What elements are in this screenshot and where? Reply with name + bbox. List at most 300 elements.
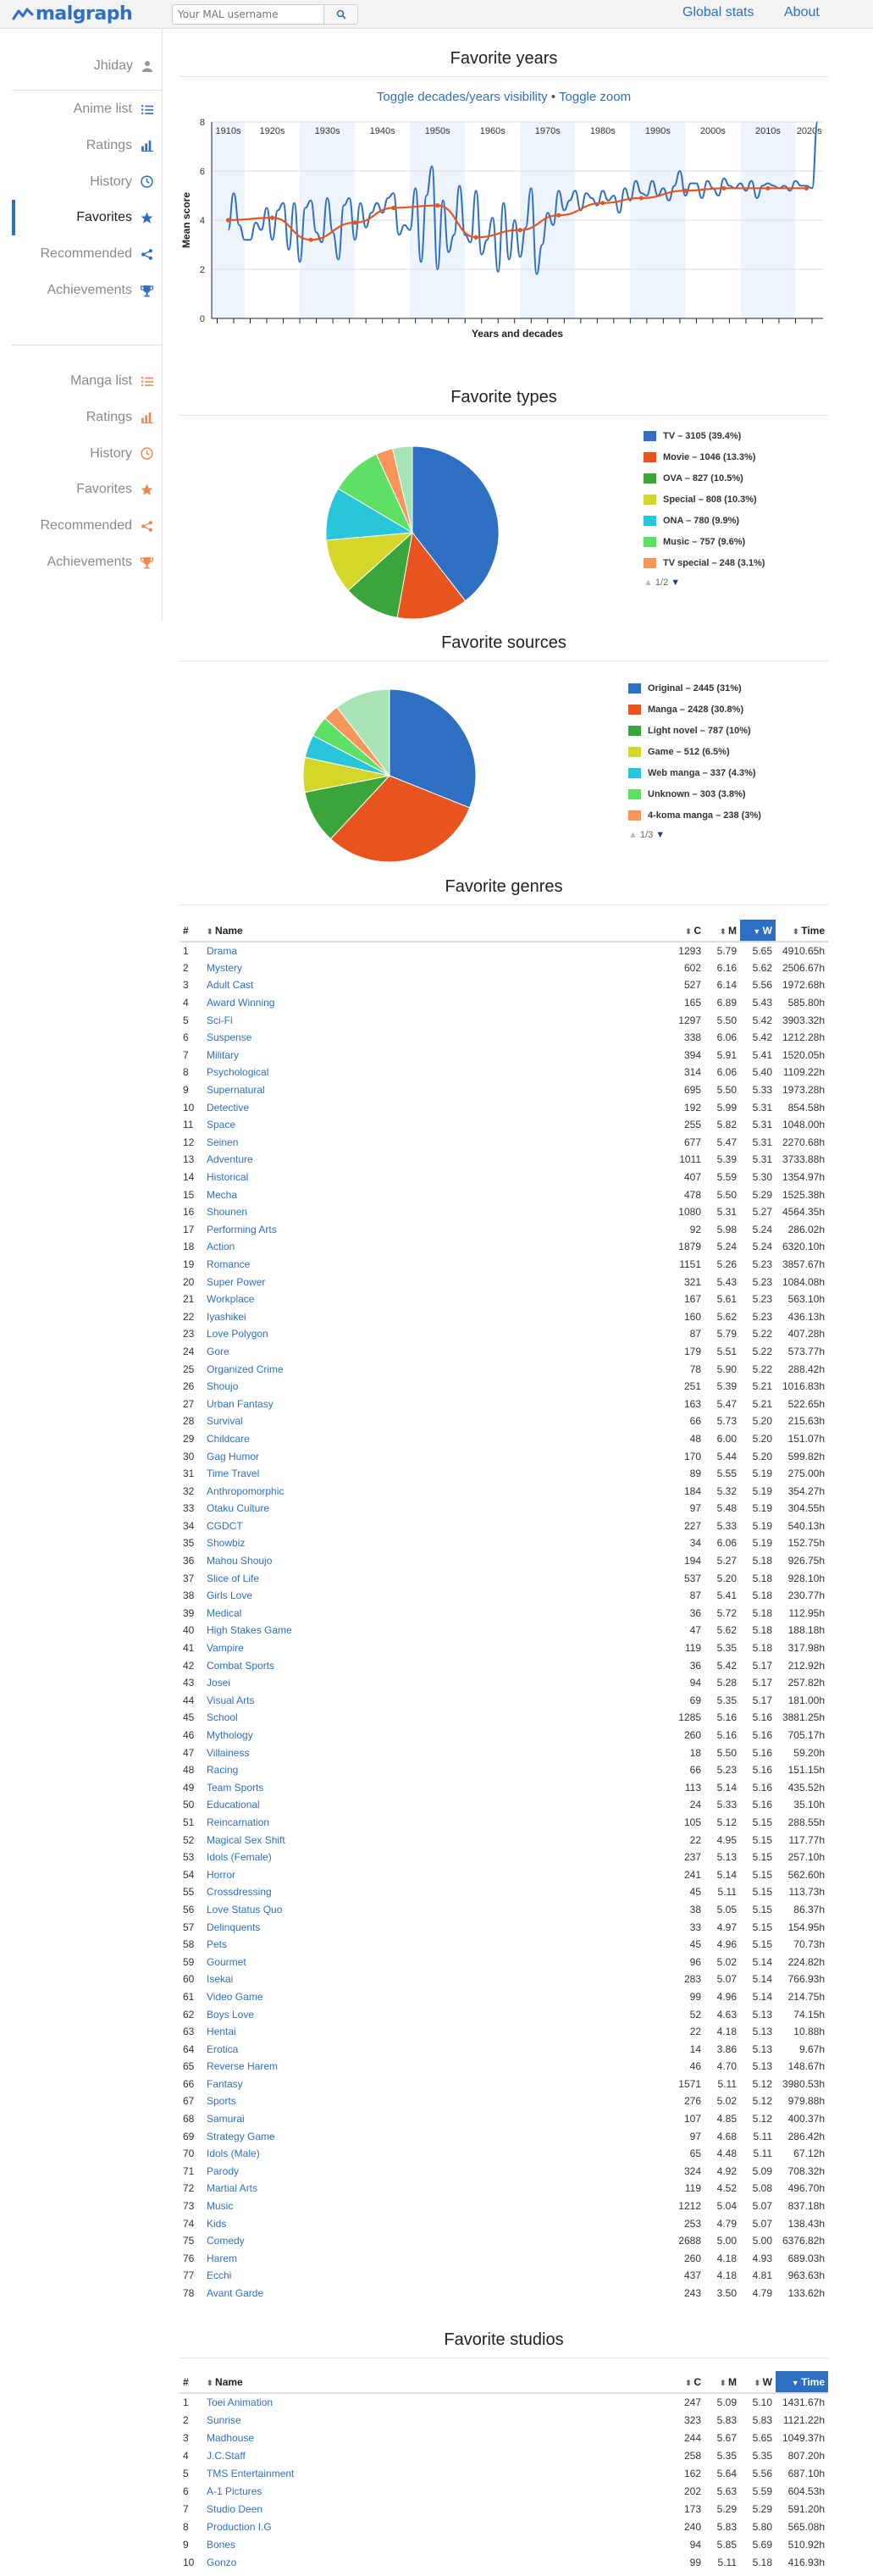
row-name-link[interactable]: High Stakes Game [207, 1624, 292, 1637]
row-count: 107 [683, 2113, 701, 2125]
legend-item[interactable] [628, 783, 761, 804]
legend-swatch [644, 452, 656, 462]
row-name-link[interactable]: Erotica [207, 2043, 239, 2055]
decade-label: 2020s [796, 126, 822, 136]
row-rank: 26 [183, 1380, 195, 1393]
row-weighted: 5.15 [752, 1816, 772, 1828]
row-name-link[interactable]: Magical Sex Shift [207, 1833, 285, 1846]
legend-item[interactable] [628, 804, 761, 826]
row-name-link[interactable]: Suspense [207, 1031, 252, 1044]
row-time: 562.60h [787, 1868, 825, 1881]
row-name-link[interactable]: Fantasy [207, 2077, 243, 2090]
sort-icon: ⬍ [793, 926, 802, 936]
row-count: 1011 [679, 1153, 701, 1166]
global-stats-link[interactable]: Global stats [682, 5, 754, 19]
row-rank: 31 [183, 1468, 195, 1480]
row-name-link[interactable]: Historical [207, 1171, 249, 1184]
user-name[interactable] [94, 48, 153, 84]
row-weighted: 5.16 [752, 1764, 772, 1777]
trend-point[interactable] [600, 201, 605, 205]
row-count: 314 [683, 1066, 701, 1079]
header-label: M [728, 924, 737, 937]
row-weighted: 5.17 [752, 1694, 772, 1706]
row-name-link[interactable]: Adult Cast [207, 979, 254, 992]
legend-item[interactable] [628, 699, 761, 720]
row-mean: 4.18 [716, 2269, 737, 2282]
row-name-link[interactable]: Harem [207, 2252, 238, 2264]
row-name-link[interactable]: Detective [207, 1101, 250, 1114]
row-name-link[interactable]: Video Game [207, 1990, 263, 2003]
row-mean: 5.85 [716, 2538, 737, 2551]
trend-point[interactable] [474, 235, 478, 240]
legend-item[interactable] [628, 720, 761, 741]
legend-item[interactable] [644, 425, 765, 446]
row-name-link[interactable]: Vampire [207, 1642, 244, 1655]
legend-item[interactable] [628, 677, 761, 699]
row-time: 522.65h [787, 1397, 825, 1410]
row-name-link[interactable]: Parody [207, 2164, 240, 2177]
row-count: 1879 [678, 1241, 701, 1253]
table-row [180, 1831, 828, 1849]
row-weighted: 5.23 [752, 1275, 772, 1288]
trend-point[interactable] [308, 238, 312, 242]
sidebar-item-anime-ratings[interactable] [86, 128, 153, 163]
row-count: 119 [684, 2182, 701, 2195]
row-mean: 5.02 [716, 2095, 737, 2108]
row-name-link[interactable]: Boys Love [207, 2008, 255, 2020]
table-row [180, 1064, 828, 1081]
sidebar-item-manga-history[interactable] [90, 436, 153, 472]
row-time: 6376.82h [782, 2235, 825, 2247]
header-label: C [693, 2375, 701, 2388]
toggle-zoom-link[interactable]: Toggle zoom [559, 90, 632, 104]
row-mean: 5.27 [716, 1555, 737, 1567]
row-name-link[interactable]: Team Sports [207, 1781, 264, 1794]
row-name-link[interactable]: Ecchi [207, 2269, 232, 2282]
row-rank: 67 [183, 2095, 195, 2108]
row-rank: 70 [183, 2148, 195, 2160]
legend-swatch [628, 768, 641, 778]
table-row [180, 1656, 828, 1674]
row-rank: 11 [183, 1119, 194, 1131]
row-name-link[interactable]: Mystery [207, 961, 242, 974]
row-weighted: 5.15 [752, 1851, 772, 1864]
row-name-link[interactable]: Slice of Life [207, 1572, 260, 1584]
table-row [180, 1203, 828, 1221]
row-mean: 5.29 [716, 2502, 737, 2515]
row-name-link[interactable]: Kids [207, 2217, 227, 2230]
legend-item[interactable] [644, 489, 765, 510]
column-header-c[interactable] [669, 920, 704, 942]
row-count: 89 [689, 1468, 701, 1480]
row-count: 162 [683, 2467, 701, 2479]
row-weighted: 5.19 [752, 1484, 772, 1497]
row-weighted: 5.12 [752, 2095, 772, 2108]
row-name-link[interactable]: Martial Arts [207, 2182, 258, 2195]
row-name-link[interactable]: Madhouse [207, 2431, 255, 2444]
legend-item[interactable] [644, 510, 765, 531]
table-row [180, 1307, 828, 1325]
row-mean: 6.16 [716, 961, 737, 974]
trend-point[interactable] [804, 186, 809, 191]
search-button[interactable] [324, 4, 358, 25]
row-mean: 5.33 [716, 1799, 737, 1811]
row-time: 286.42h [787, 2130, 825, 2142]
row-name-link[interactable]: Gore [207, 1345, 229, 1357]
column-header-time[interactable] [776, 2371, 828, 2393]
column-header-m[interactable] [704, 2371, 740, 2393]
row-name-link[interactable]: Sunrise [207, 2413, 241, 2426]
legend-label: ONA – 780 (9.9%) [663, 515, 740, 526]
sidebar-item-label: Favorites [76, 482, 132, 497]
logo-icon [12, 5, 34, 24]
row-weighted: 5.16 [752, 1729, 772, 1742]
row-count: 170 [683, 1450, 701, 1462]
row-name-link[interactable]: Super Power [207, 1275, 266, 1288]
row-time: 59.20h [793, 1746, 825, 1759]
sidebar-item-anime-anime-list[interactable] [74, 91, 153, 127]
row-count: 97 [689, 2130, 701, 2142]
row-name-link[interactable]: Sci-Fi [207, 1014, 233, 1026]
row-weighted: 5.13 [752, 2060, 772, 2073]
row-name-link[interactable]: Love Status Quo [207, 1903, 283, 1915]
column-header-rank [180, 2371, 203, 2393]
legend-item[interactable] [644, 467, 765, 489]
row-name-link[interactable]: Visual Arts [207, 1694, 255, 1706]
row-name-link[interactable]: Childcare [207, 1432, 250, 1445]
row-rank: 13 [183, 1153, 195, 1166]
row-weighted: 5.56 [752, 979, 772, 992]
row-count: 179 [683, 1345, 701, 1357]
row-rank: 42 [183, 1659, 195, 1672]
logo[interactable] [12, 3, 132, 25]
trend-point[interactable] [435, 203, 439, 207]
row-count: 258 [683, 2449, 701, 2462]
row-time: 540.13h [787, 1519, 825, 1532]
row-name-link[interactable]: Music [207, 2200, 234, 2213]
table-row [180, 2076, 828, 2093]
row-name-link[interactable]: Mythology [207, 1729, 253, 1742]
table-row [180, 2553, 828, 2571]
row-name-link[interactable]: Iyashikei [207, 1310, 246, 1323]
row-mean: 5.50 [716, 1014, 737, 1026]
pager-label: 1/2 [655, 578, 669, 588]
trend-point[interactable] [270, 216, 274, 220]
years-line-chart[interactable] [180, 113, 828, 368]
row-name-link[interactable]: Strategy Game [207, 2130, 275, 2142]
column-header-c[interactable] [669, 2371, 704, 2393]
row-count: 194 [683, 1555, 701, 1567]
sources-pie-chart[interactable] [298, 671, 518, 874]
pager-prev-icon[interactable]: ▲ [644, 578, 653, 588]
about-link[interactable]: About [784, 5, 820, 19]
row-rank: 22 [183, 1310, 195, 1323]
pager-next-icon[interactable]: ▼ [671, 578, 681, 588]
row-name-link[interactable]: Comedy [207, 2235, 245, 2247]
legend-swatch [628, 683, 641, 694]
trend-point[interactable] [518, 228, 522, 232]
row-name-link[interactable]: School [207, 1711, 238, 1724]
row-weighted: 5.17 [752, 1659, 772, 1672]
row-rank: 68 [183, 2113, 195, 2125]
row-count: 602 [683, 961, 701, 974]
table-row [180, 2145, 828, 2163]
sidebar-item-manga-achievements[interactable] [47, 544, 154, 580]
row-time: 435.52h [787, 1781, 825, 1794]
row-name-link[interactable]: Anthropomorphic [207, 1484, 285, 1497]
row-name-link[interactable]: Drama [207, 944, 238, 957]
row-time: 563.10h [787, 1293, 825, 1306]
row-weighted: 5.80 [752, 2520, 772, 2533]
row-time: 416.93h [787, 2556, 825, 2568]
sidebar-item-label: Anime list [73, 102, 132, 116]
row-mean: 5.35 [716, 1642, 737, 1655]
row-name-link[interactable]: Villainess [207, 1746, 250, 1759]
legend-item[interactable] [644, 552, 765, 573]
row-time: 4564.35h [782, 1206, 825, 1219]
row-name-link[interactable]: Love Polygon [207, 1328, 268, 1341]
column-header-time[interactable] [776, 920, 828, 942]
share-icon [141, 248, 153, 261]
table-row [180, 1779, 828, 1797]
row-name-link[interactable]: Space [207, 1119, 236, 1131]
row-count: 99 [689, 1990, 701, 2003]
row-name-link[interactable]: Romance [207, 1258, 251, 1270]
row-rank: 76 [183, 2252, 195, 2264]
row-name-link[interactable]: Educational [207, 1799, 260, 1811]
row-name-link[interactable]: Toei Animation [207, 2396, 274, 2408]
row-weighted: 5.15 [752, 1833, 772, 1846]
row-mean: 5.61 [716, 1293, 737, 1306]
row-time: 9.67h [798, 2043, 825, 2055]
row-name-link[interactable]: Otaku Culture [207, 1502, 270, 1515]
trend-point[interactable] [639, 196, 644, 200]
row-weighted: 5.00 [752, 2235, 772, 2247]
row-weighted: 5.83 [752, 2413, 772, 2426]
row-weighted: 5.56 [752, 2467, 772, 2479]
row-rank: 72 [183, 2182, 195, 2195]
legend-item[interactable] [644, 531, 765, 552]
row-name-link[interactable]: Samurai [207, 2113, 245, 2125]
row-rank: 14 [183, 1171, 195, 1184]
row-name-link[interactable]: Reverse Harem [207, 2060, 279, 2073]
row-name-link[interactable]: Action [207, 1241, 235, 1253]
sidebar-item-manga-manga-list[interactable] [70, 363, 153, 399]
row-name-link[interactable]: Reincarnation [207, 1816, 270, 1828]
trend-point[interactable] [765, 186, 770, 191]
row-rank: 7 [183, 1048, 189, 1061]
table-row [180, 1273, 828, 1291]
row-name-link[interactable]: Award Winning [207, 997, 275, 1009]
row-name-link[interactable]: Isekai [207, 1973, 234, 1986]
row-name-link[interactable]: Idols (Male) [207, 2148, 260, 2160]
row-name-link[interactable]: Girls Love [207, 1589, 253, 1602]
row-mean: 4.63 [716, 2008, 737, 2020]
row-name-link[interactable]: Pets [207, 1938, 228, 1951]
legend-item[interactable] [644, 446, 765, 467]
sidebar-item-manga-recommended[interactable] [41, 508, 154, 544]
row-name-link[interactable]: Supernatural [207, 1084, 265, 1097]
table-row [180, 1796, 828, 1814]
search-input[interactable] [172, 4, 324, 25]
trend-point[interactable] [353, 220, 357, 224]
row-mean: 5.20 [716, 1572, 737, 1584]
row-name-link[interactable]: Showbiz [207, 1537, 246, 1550]
table-row [180, 1430, 828, 1448]
sidebar-item-anime-history[interactable] [90, 164, 153, 200]
legend-label: 4-koma manga – 238 (3%) [648, 810, 761, 821]
column-header-m[interactable] [704, 920, 740, 942]
table-row [180, 2058, 828, 2076]
row-name-link[interactable]: Avant Garde [207, 2287, 264, 2300]
sidebar-item-anime-favorites[interactable] [12, 200, 153, 235]
row-name-link[interactable]: Horror [207, 1868, 236, 1881]
row-rank: 59 [183, 1955, 195, 1968]
table-row [180, 1291, 828, 1308]
row-rank: 38 [183, 1589, 195, 1602]
sidebar [0, 29, 163, 622]
row-name-link[interactable]: Combat Sports [207, 1659, 275, 1672]
trend-point[interactable] [226, 218, 230, 222]
row-time: 1084.08h [782, 1275, 825, 1288]
row-name-link[interactable]: Military [207, 1048, 239, 1061]
row-rank: 8 [183, 2520, 189, 2533]
studios-table [180, 2371, 828, 2571]
row-name-link[interactable]: Time Travel [207, 1468, 260, 1480]
row-name-link[interactable]: Idols (Female) [207, 1851, 272, 1864]
row-name-link[interactable]: Gonzo [207, 2556, 237, 2568]
row-count: 184 [683, 1484, 701, 1497]
row-name-link[interactable]: Production I.G [207, 2520, 272, 2533]
row-name-link[interactable]: Adventure [207, 1153, 253, 1166]
row-name-link[interactable]: Workplace [207, 1293, 255, 1306]
trend-point[interactable] [391, 206, 395, 210]
row-mean: 5.91 [716, 1048, 737, 1061]
row-name-link[interactable]: Sports [207, 2095, 236, 2108]
row-time: 257.82h [787, 1677, 825, 1689]
row-rank: 49 [183, 1781, 195, 1794]
pager-prev-icon[interactable]: ▲ [628, 830, 638, 840]
decade-label: 1920s [259, 126, 285, 136]
types-pie-chart[interactable] [298, 427, 518, 630]
row-name-link[interactable]: Shounen [207, 1206, 248, 1219]
row-weighted: 4.79 [752, 2287, 772, 2300]
row-weighted: 5.19 [752, 1468, 772, 1480]
row-name-link[interactable]: A-1 Pictures [207, 2485, 262, 2497]
sort-icon: ⬍ [207, 926, 216, 936]
row-time: 565.08h [787, 2520, 825, 2533]
row-name-link[interactable]: Crossdressing [207, 1886, 272, 1899]
row-name-link[interactable]: Seinen [207, 1136, 239, 1148]
table-row [180, 2163, 828, 2181]
row-weighted: 4.81 [752, 2269, 772, 2282]
row-name-link[interactable]: Gourmet [207, 1955, 246, 1968]
row-time: 152.75h [787, 1537, 825, 1550]
row-count: 323 [683, 2413, 701, 2426]
row-name-link[interactable]: Mecha [207, 1188, 238, 1201]
column-header-name[interactable] [203, 2371, 669, 2393]
row-count: 407 [683, 1171, 701, 1184]
row-mean: 5.32 [716, 1484, 737, 1497]
sidebar-item-manga-favorites[interactable] [76, 472, 153, 507]
table-row [180, 1395, 828, 1412]
decade-label: 1980s [589, 126, 616, 136]
row-name-link[interactable]: Studio Deen [207, 2502, 263, 2515]
row-name-link[interactable]: Medical [207, 1606, 242, 1619]
row-count: 2688 [678, 2235, 701, 2247]
decade-label: 1910s [215, 126, 241, 136]
row-name-link[interactable]: Racing [207, 1764, 239, 1777]
sidebar-item-label: Achievements [47, 283, 132, 297]
row-name-link[interactable]: Gag Humor [207, 1450, 260, 1462]
row-time: 1520.05h [782, 1048, 825, 1061]
table-row [180, 1465, 828, 1483]
clock-icon [141, 175, 153, 188]
row-name-link[interactable]: Organized Crime [207, 1363, 284, 1375]
row-mean: 5.51 [716, 1345, 737, 1357]
row-mean: 6.06 [716, 1031, 737, 1044]
row-rank: 15 [183, 1188, 195, 1201]
row-name-link[interactable]: Hentai [207, 2026, 236, 2038]
column-header-w[interactable] [740, 2371, 776, 2393]
chart-toggles [180, 90, 828, 104]
row-weighted: 5.15 [752, 1903, 772, 1915]
legend-item[interactable] [628, 741, 761, 762]
row-count: 87 [689, 1328, 701, 1341]
legend-item[interactable] [628, 762, 761, 783]
sidebar-item-manga-ratings[interactable] [86, 400, 153, 435]
legend-label: Original – 2445 (31%) [648, 683, 742, 694]
table-row [180, 1692, 828, 1710]
row-name-link[interactable]: Psychological [207, 1066, 269, 1079]
row-time: 926.75h [787, 1555, 825, 1567]
row-name-link[interactable]: CGDCT [207, 1519, 243, 1532]
row-count: 1297 [678, 1014, 701, 1026]
row-count: 94 [689, 2538, 701, 2551]
row-name-link[interactable]: Delinquents [207, 1921, 261, 1933]
row-weighted: 5.27 [752, 1206, 772, 1219]
row-name-link[interactable]: Urban Fantasy [207, 1397, 274, 1410]
row-weighted: 5.42 [752, 1014, 772, 1026]
row-name-link[interactable]: Bones [207, 2538, 236, 2551]
column-header-name[interactable] [203, 920, 669, 942]
table-row [180, 1953, 828, 1971]
sidebar-item-anime-achievements[interactable] [47, 273, 154, 308]
row-time: 1121.22h [782, 2413, 825, 2426]
trend-point[interactable] [721, 186, 726, 191]
table-row [180, 976, 828, 994]
row-name-link[interactable]: Survival [207, 1415, 243, 1428]
row-weighted: 5.31 [752, 1119, 772, 1131]
row-name-link[interactable]: TMS Entertainment [207, 2467, 295, 2479]
sidebar-item-label: History [90, 174, 132, 189]
row-rank: 16 [183, 1206, 195, 1219]
column-header-w[interactable] [740, 920, 776, 942]
sidebar-item-anime-recommended[interactable] [41, 236, 154, 272]
row-weighted: 5.31 [752, 1153, 772, 1166]
row-name-link[interactable]: Josei [207, 1677, 231, 1689]
row-name-link[interactable]: Shoujo [207, 1380, 239, 1393]
row-name-link[interactable]: J.C.Staff [207, 2449, 246, 2462]
row-rank: 51 [183, 1816, 195, 1828]
column-header-rank [180, 920, 203, 942]
trend-point[interactable] [556, 213, 561, 218]
trend-point[interactable] [683, 189, 688, 193]
toggle-decades-link[interactable]: Toggle decades/years visibility [376, 90, 548, 104]
pager-next-icon[interactable]: ▼ [655, 830, 666, 840]
row-name-link[interactable]: Performing Arts [207, 1223, 277, 1235]
row-name-link[interactable]: Mahou Shoujo [207, 1555, 273, 1567]
